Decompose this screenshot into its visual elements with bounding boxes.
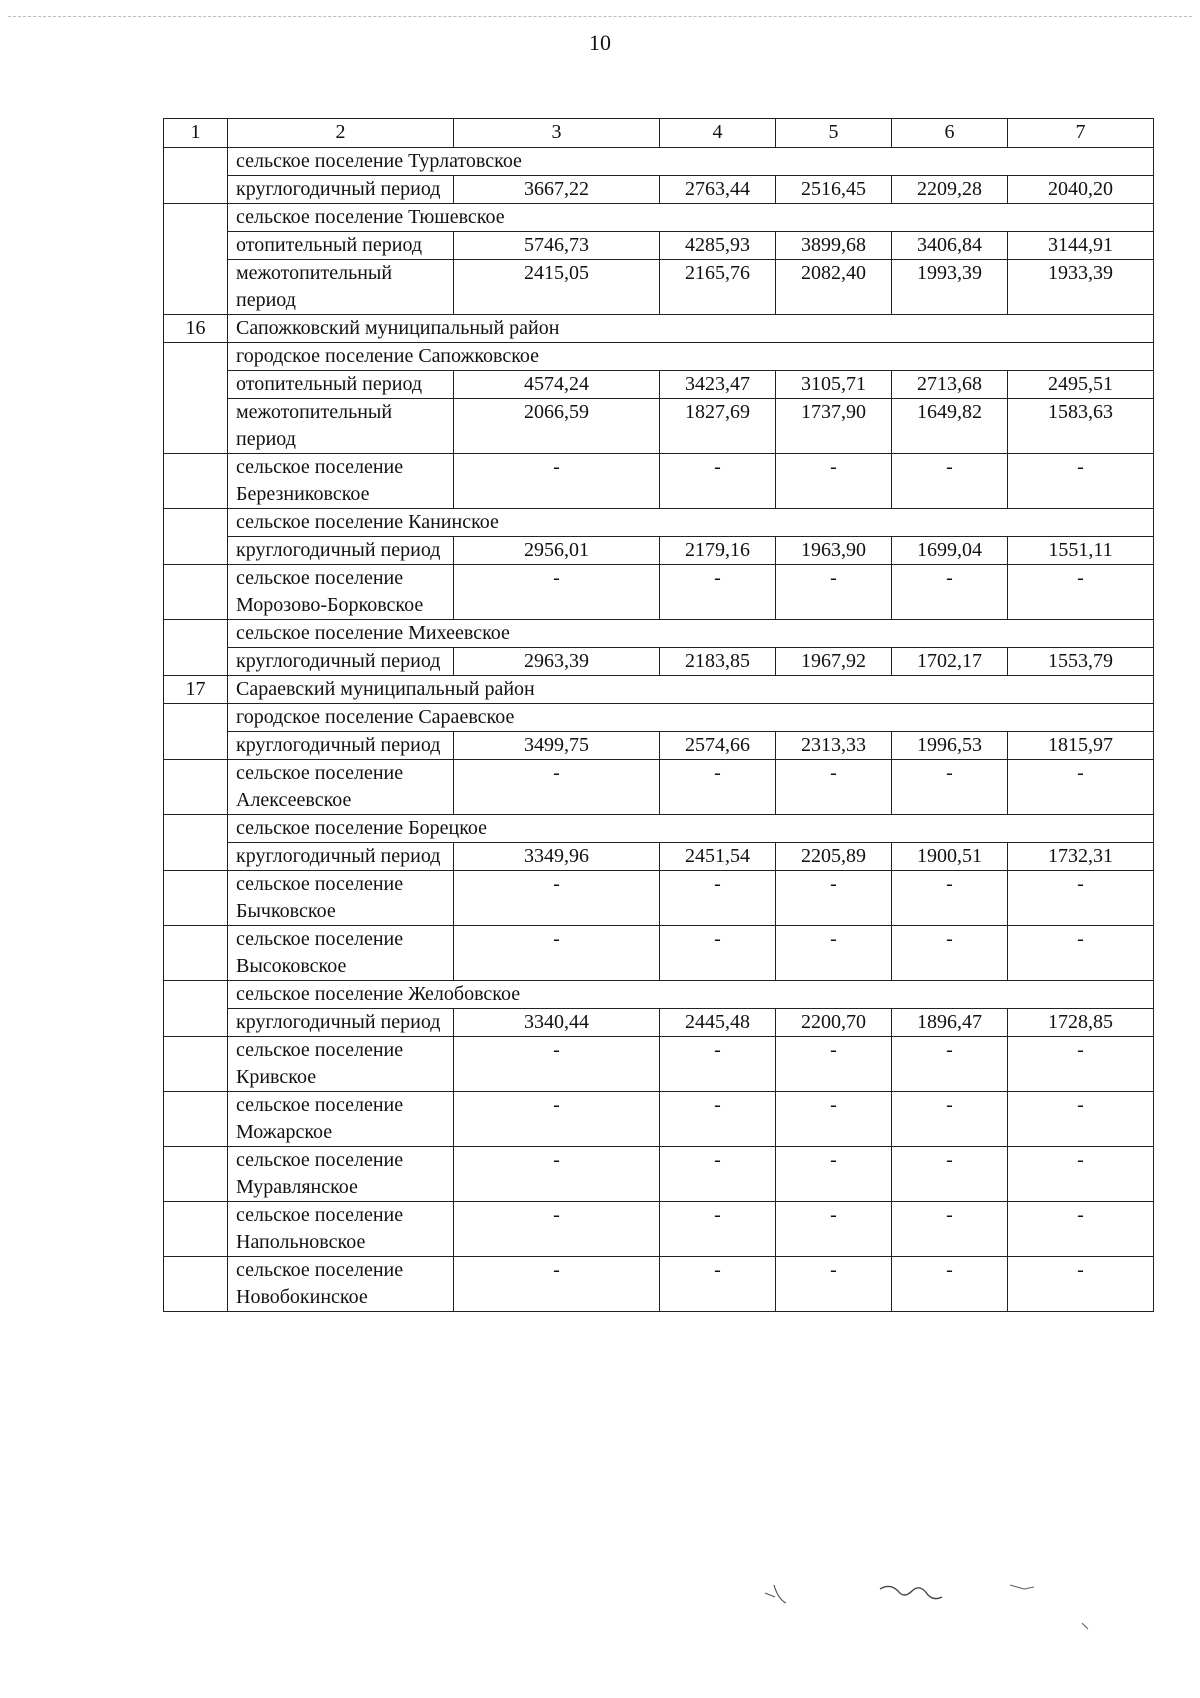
settlement-name: сельское поселение Желобовское xyxy=(228,981,1154,1009)
value-cell: 4285,93 xyxy=(660,232,776,260)
value-cell: - xyxy=(892,871,1008,926)
value-cell: - xyxy=(776,454,892,509)
value-cell: 2209,28 xyxy=(892,176,1008,204)
settlement-row xyxy=(164,1202,1154,1257)
value-cell: - xyxy=(776,760,892,815)
row-number xyxy=(164,1202,228,1257)
settlement-name: сельское поселение Михеевское xyxy=(228,620,1154,648)
value-cell: 2165,76 xyxy=(660,260,776,315)
value-cell: 1551,11 xyxy=(1008,537,1154,565)
row-number xyxy=(164,981,228,1037)
value-cell: - xyxy=(660,871,776,926)
value-cell: 2763,44 xyxy=(660,176,776,204)
value-cell: 1699,04 xyxy=(892,537,1008,565)
settlement-name: сельское поселение Высоковское xyxy=(228,926,454,981)
value-cell: - xyxy=(454,565,660,620)
settlement-name: сельское поселение Алексеевское xyxy=(228,760,454,815)
period-row xyxy=(164,371,1154,399)
value-cell: 2313,33 xyxy=(776,732,892,760)
value-cell: - xyxy=(776,871,892,926)
value-cell: 1827,69 xyxy=(660,399,776,454)
value-cell: 1933,39 xyxy=(1008,260,1154,315)
value-cell: 1967,92 xyxy=(776,648,892,676)
value-cell: - xyxy=(776,565,892,620)
period-label: круглогодичный период xyxy=(228,176,454,204)
settlement-title-row xyxy=(164,204,1154,232)
value-cell: - xyxy=(776,1202,892,1257)
row-number xyxy=(164,760,228,815)
value-cell: - xyxy=(776,1257,892,1312)
value-cell: 3349,96 xyxy=(454,843,660,871)
value-cell: - xyxy=(892,1037,1008,1092)
value-cell: 2179,16 xyxy=(660,537,776,565)
value-cell: 2516,45 xyxy=(776,176,892,204)
value-cell: - xyxy=(1008,1147,1154,1202)
settlement-name: сельское поселение Бычковское xyxy=(228,871,454,926)
settlement-name: сельское поселение Можарское xyxy=(228,1092,454,1147)
settlement-row xyxy=(164,454,1154,509)
value-cell: 2415,05 xyxy=(454,260,660,315)
value-cell: - xyxy=(660,1147,776,1202)
value-cell: - xyxy=(660,1037,776,1092)
value-cell: - xyxy=(660,1092,776,1147)
header-cell: 5 xyxy=(776,119,892,148)
district-row xyxy=(164,676,1154,704)
period-row xyxy=(164,1009,1154,1037)
value-cell: - xyxy=(454,1202,660,1257)
value-cell: - xyxy=(892,1092,1008,1147)
value-cell: - xyxy=(660,1257,776,1312)
value-cell: 2200,70 xyxy=(776,1009,892,1037)
settlement-row xyxy=(164,871,1154,926)
value-cell: - xyxy=(892,1257,1008,1312)
settlement-name: сельское поселение Канинское xyxy=(228,509,1154,537)
value-cell: 1728,85 xyxy=(1008,1009,1154,1037)
header-cell: 7 xyxy=(1008,119,1154,148)
period-label: круглогодичный период xyxy=(228,732,454,760)
period-label: отопительный период xyxy=(228,371,454,399)
value-cell: - xyxy=(454,871,660,926)
value-cell: - xyxy=(776,1092,892,1147)
settlement-row xyxy=(164,926,1154,981)
value-cell: 2082,40 xyxy=(776,260,892,315)
settlement-title-row xyxy=(164,704,1154,732)
row-number xyxy=(164,1257,228,1312)
value-cell: - xyxy=(660,565,776,620)
settlement-name: сельское поселение Напольновское xyxy=(228,1202,454,1257)
settlement-name: сельское поселение Тюшевское xyxy=(228,204,1154,232)
period-row xyxy=(164,260,1154,315)
value-cell: 1737,90 xyxy=(776,399,892,454)
value-cell: 2040,20 xyxy=(1008,176,1154,204)
settlement-row xyxy=(164,1147,1154,1202)
value-cell: 1702,17 xyxy=(892,648,1008,676)
header-cell: 3 xyxy=(454,119,660,148)
row-number xyxy=(164,815,228,871)
settlement-title-row xyxy=(164,620,1154,648)
value-cell: - xyxy=(1008,760,1154,815)
period-row xyxy=(164,537,1154,565)
settlement-title-row xyxy=(164,509,1154,537)
value-cell: 2963,39 xyxy=(454,648,660,676)
value-cell: 3499,75 xyxy=(454,732,660,760)
value-cell: 3899,68 xyxy=(776,232,892,260)
value-cell: - xyxy=(776,1037,892,1092)
value-cell: 2183,85 xyxy=(660,648,776,676)
value-cell: 3144,91 xyxy=(1008,232,1154,260)
header-row xyxy=(164,119,1154,148)
value-cell: - xyxy=(454,1147,660,1202)
value-cell: 2066,59 xyxy=(454,399,660,454)
district-name: Сапожковский муниципальный район xyxy=(228,315,1154,343)
row-number: 16 xyxy=(164,315,228,343)
value-cell: - xyxy=(776,1147,892,1202)
period-row xyxy=(164,843,1154,871)
period-row xyxy=(164,732,1154,760)
value-cell: - xyxy=(892,1202,1008,1257)
value-cell: 2205,89 xyxy=(776,843,892,871)
row-number xyxy=(164,509,228,565)
period-label: отопительный период xyxy=(228,232,454,260)
settlement-row xyxy=(164,760,1154,815)
value-cell: 2451,54 xyxy=(660,843,776,871)
period-label: круглогодичный период xyxy=(228,1009,454,1037)
row-number xyxy=(164,704,228,760)
top-rule xyxy=(8,16,1192,17)
settlement-row xyxy=(164,1037,1154,1092)
settlement-name: городское поселение Сараевское xyxy=(228,704,1154,732)
value-cell: - xyxy=(660,926,776,981)
value-cell: 2574,66 xyxy=(660,732,776,760)
value-cell: 3340,44 xyxy=(454,1009,660,1037)
period-row xyxy=(164,232,1154,260)
value-cell: 1583,63 xyxy=(1008,399,1154,454)
settlement-title-row xyxy=(164,981,1154,1009)
handwritten-marks xyxy=(760,1575,1090,1635)
value-cell: 1900,51 xyxy=(892,843,1008,871)
value-cell: - xyxy=(454,1257,660,1312)
value-cell: 1963,90 xyxy=(776,537,892,565)
period-label: круглогодичный период xyxy=(228,537,454,565)
value-cell: - xyxy=(1008,871,1154,926)
value-cell: - xyxy=(660,760,776,815)
settlement-name: городское поселение Сапожковское xyxy=(228,343,1154,371)
value-cell: 3406,84 xyxy=(892,232,1008,260)
value-cell: 1553,79 xyxy=(1008,648,1154,676)
value-cell: - xyxy=(1008,1257,1154,1312)
value-cell: - xyxy=(454,926,660,981)
row-number xyxy=(164,148,228,204)
header-cell: 6 xyxy=(892,119,1008,148)
row-number xyxy=(164,343,228,454)
value-cell: - xyxy=(1008,454,1154,509)
value-cell: 2713,68 xyxy=(892,371,1008,399)
value-cell: 1996,53 xyxy=(892,732,1008,760)
value-cell: - xyxy=(892,1147,1008,1202)
value-cell: 4574,24 xyxy=(454,371,660,399)
period-row xyxy=(164,176,1154,204)
value-cell: - xyxy=(454,760,660,815)
settlement-row xyxy=(164,1092,1154,1147)
value-cell: - xyxy=(1008,1092,1154,1147)
settlement-name: сельское поселение Березниковское xyxy=(228,454,454,509)
district-name: Сараевский муниципальный район xyxy=(228,676,1154,704)
row-number xyxy=(164,1147,228,1202)
settlement-row xyxy=(164,1257,1154,1312)
row-number xyxy=(164,620,228,676)
page-number: 10 xyxy=(589,30,611,55)
value-cell: 2495,51 xyxy=(1008,371,1154,399)
settlement-name: сельское поселение Морозово-Борковское xyxy=(228,565,454,620)
header-cell: 1 xyxy=(164,119,228,148)
value-cell: - xyxy=(1008,1202,1154,1257)
value-cell: - xyxy=(892,454,1008,509)
value-cell: 3423,47 xyxy=(660,371,776,399)
settlement-name: сельское поселение Муравлянское xyxy=(228,1147,454,1202)
value-cell: - xyxy=(892,760,1008,815)
value-cell: - xyxy=(1008,1037,1154,1092)
row-number xyxy=(164,565,228,620)
row-number xyxy=(164,926,228,981)
settlement-name: сельское поселение Борецкое xyxy=(228,815,1154,843)
row-number xyxy=(164,454,228,509)
value-cell: - xyxy=(454,1092,660,1147)
header-cell: 4 xyxy=(660,119,776,148)
period-row xyxy=(164,648,1154,676)
row-number xyxy=(164,871,228,926)
period-row xyxy=(164,399,1154,454)
settlement-name: сельское поселение Новобокинское xyxy=(228,1257,454,1312)
row-number xyxy=(164,1037,228,1092)
settlement-title-row xyxy=(164,343,1154,371)
district-row xyxy=(164,315,1154,343)
value-cell: 2956,01 xyxy=(454,537,660,565)
period-label: круглогодичный период xyxy=(228,648,454,676)
value-cell: - xyxy=(454,1037,660,1092)
value-cell: - xyxy=(1008,926,1154,981)
period-label: круглогодичный период xyxy=(228,843,454,871)
value-cell: - xyxy=(1008,565,1154,620)
settlement-row xyxy=(164,565,1154,620)
header-cell: 2 xyxy=(228,119,454,148)
value-cell: 5746,73 xyxy=(454,232,660,260)
value-cell: 3105,71 xyxy=(776,371,892,399)
tariff-table xyxy=(163,118,1154,1312)
value-cell: - xyxy=(660,1202,776,1257)
period-label: межотопительный период xyxy=(228,260,454,315)
settlement-title-row xyxy=(164,815,1154,843)
value-cell: - xyxy=(660,454,776,509)
value-cell: - xyxy=(892,565,1008,620)
settlement-name: сельское поселение Турлатовское xyxy=(228,148,1154,176)
value-cell: - xyxy=(776,926,892,981)
period-label: межотопительный период xyxy=(228,399,454,454)
settlement-title-row xyxy=(164,148,1154,176)
value-cell: 1993,39 xyxy=(892,260,1008,315)
value-cell: 1732,31 xyxy=(1008,843,1154,871)
row-number: 17 xyxy=(164,676,228,704)
value-cell: 1896,47 xyxy=(892,1009,1008,1037)
value-cell: 1649,82 xyxy=(892,399,1008,454)
value-cell: 1815,97 xyxy=(1008,732,1154,760)
value-cell: 3667,22 xyxy=(454,176,660,204)
settlement-name: сельское поселение Кривское xyxy=(228,1037,454,1092)
value-cell: - xyxy=(892,926,1008,981)
value-cell: - xyxy=(454,454,660,509)
row-number xyxy=(164,204,228,315)
row-number xyxy=(164,1092,228,1147)
value-cell: 2445,48 xyxy=(660,1009,776,1037)
